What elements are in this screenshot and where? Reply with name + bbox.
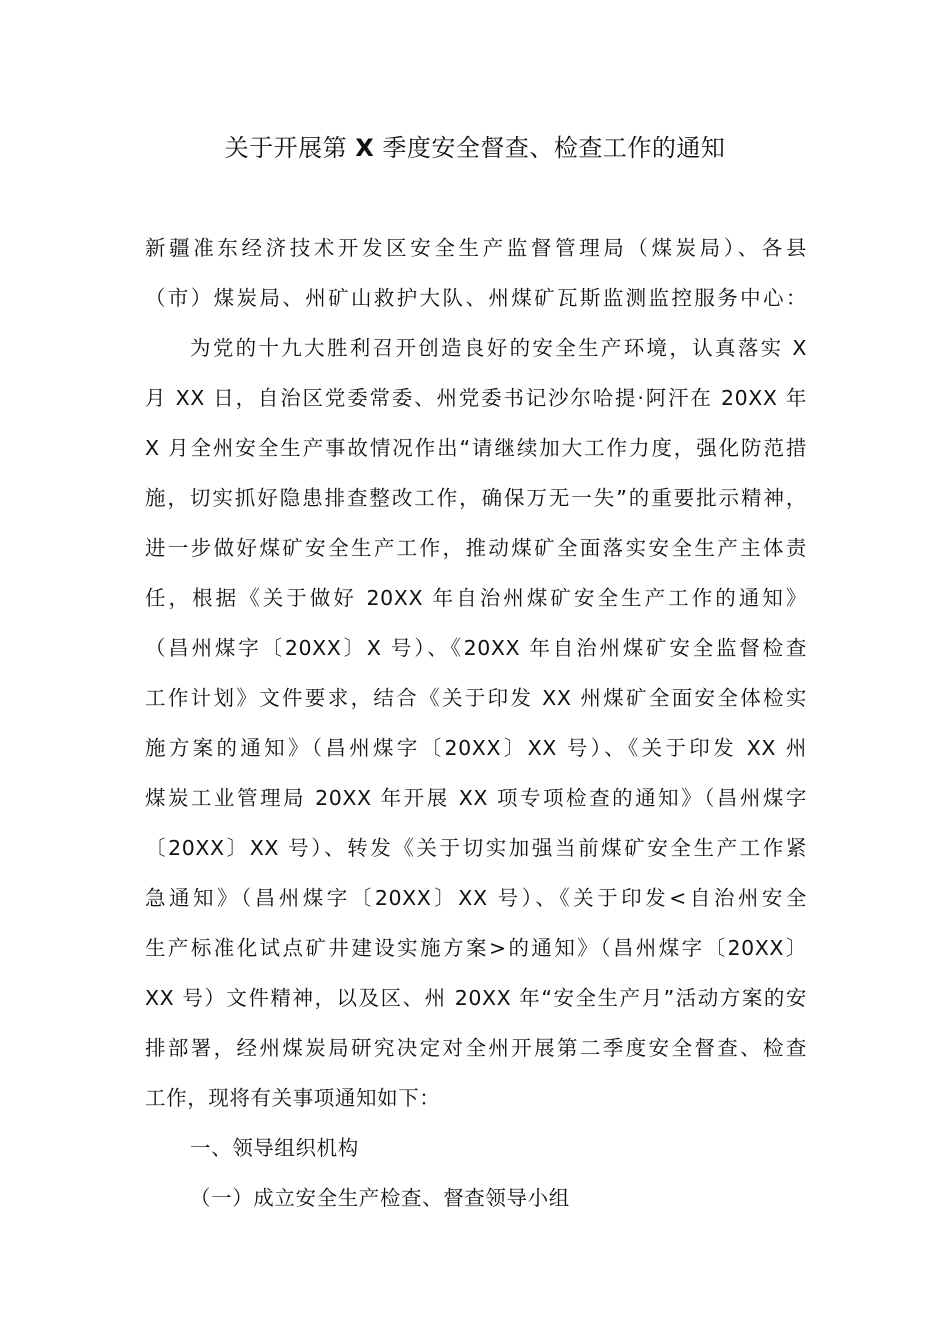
- body-line-6: 任，根据《关于做好 20XX 年自治州煤矿安全生产工作的通知》: [145, 586, 807, 610]
- title-highlight: X: [355, 134, 375, 162]
- body-line-15: 排部署，经州煤炭局研究决定对全州开展第二季度安全督查、检查: [145, 1036, 807, 1060]
- body-line-3: X 月全州安全生产事故情况作出“请继续加大工作力度，强化防范措: [145, 436, 807, 460]
- subsection-heading: （一）成立安全生产检查、督查领导小组: [190, 1186, 570, 1210]
- body-line-13: 生产标准化试点矿井建设实施方案>的通知》（昌州煤字〔20XX〕: [145, 936, 807, 960]
- section-heading: 一、领导组织机构: [190, 1136, 359, 1160]
- addressee-line-2: （市）煤炭局、州矿山救护大队、州煤矿瓦斯监测监控服务中心：: [145, 286, 807, 310]
- body-line-1: 为党的十九大胜利召开创造良好的安全生产环境，认真落实 X: [190, 336, 807, 360]
- body-line-16: 工作，现将有关事项通知如下：: [145, 1086, 441, 1110]
- title-suffix: 季度安全督查、检查工作的通知: [382, 134, 726, 162]
- addressee-line-1: 新疆准东经济技术开发区安全生产监督管理局（煤炭局）、各县: [145, 236, 807, 260]
- body-line-2: 月 XX 日，自治区党委常委、州党委书记沙尔哈提·阿汗在 20XX 年: [145, 386, 807, 410]
- body-line-11: 〔20XX〕XX 号）、转发《关于切实加强当前煤矿安全生产工作紧: [145, 836, 807, 860]
- body-line-8: 工作计划》文件要求，结合《关于印发 XX 州煤矿全面安全体检实: [145, 686, 807, 710]
- title-prefix: 关于开展第: [224, 134, 348, 162]
- body-line-7: （昌州煤字〔20XX〕X 号）、《20XX 年自治州煤矿安全监督检查: [145, 636, 807, 660]
- body-line-14: XX 号）文件精神，以及区、州 20XX 年“安全生产月”活动方案的安: [145, 986, 807, 1010]
- body-line-12: 急通知》（昌州煤字〔20XX〕XX 号）、《关于印发<自治州安全: [145, 886, 807, 910]
- body-line-4: 施，切实抓好隐患排查整改工作，确保万无一失”的重要批示精神，: [145, 486, 807, 510]
- body-line-5: 进一步做好煤矿安全生产工作，推动煤矿全面落实安全生产主体责: [145, 536, 807, 560]
- body-line-10: 煤炭工业管理局 20XX 年开展 XX 项专项检查的通知》（昌州煤字: [145, 786, 807, 810]
- body-line-9: 施方案的通知》（昌州煤字〔20XX〕XX 号）、《关于印发 XX 州: [145, 736, 807, 760]
- document-title: [0, 130, 950, 166]
